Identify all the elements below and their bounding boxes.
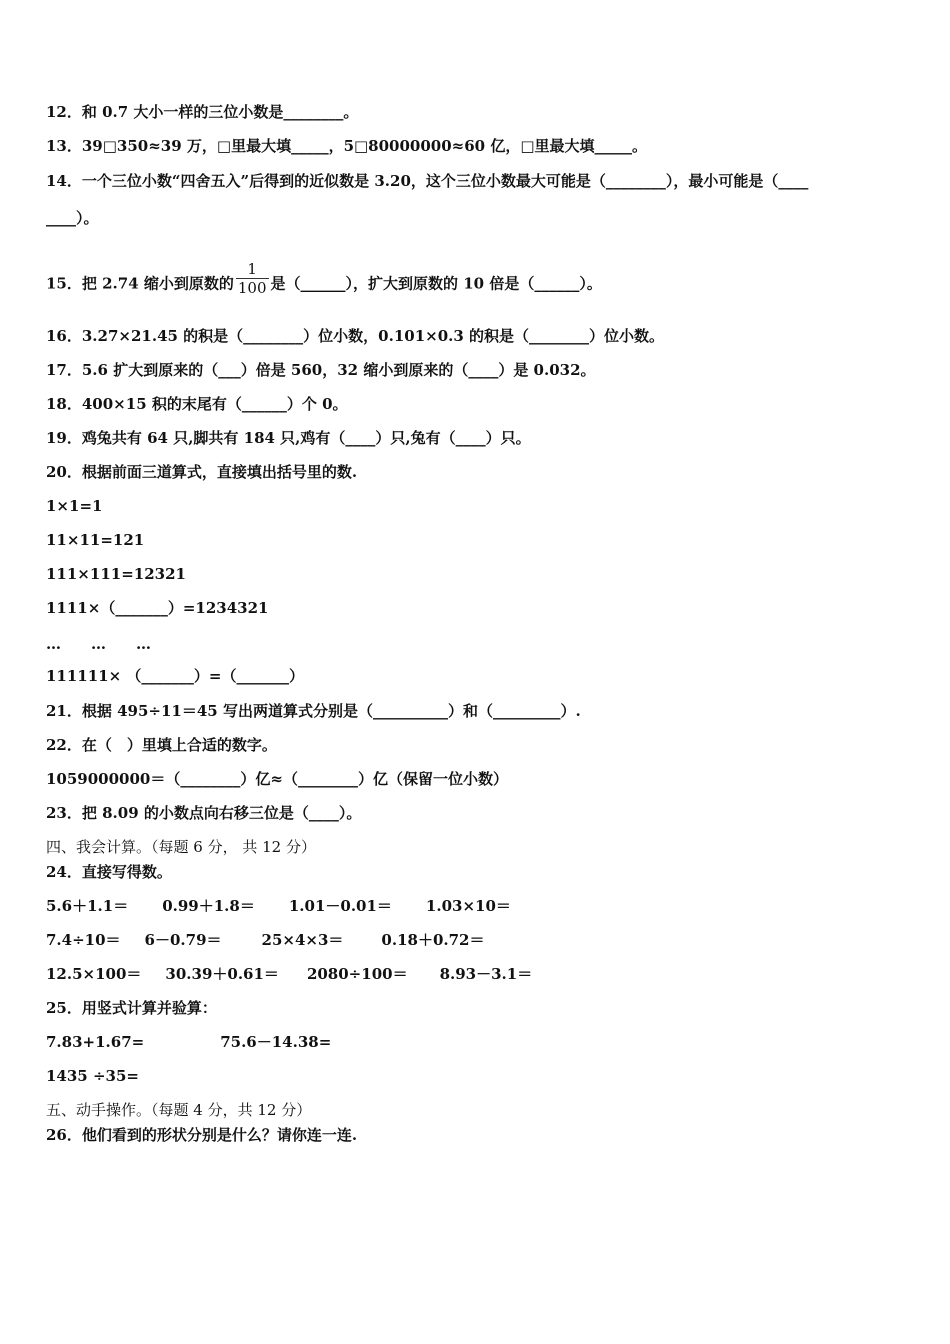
q25: 25．用竖式计算并验算： [46, 999, 217, 1017]
calc-item: 2080÷100＝ [306, 965, 408, 983]
q25-a: 7.83+1.67= [46, 1033, 145, 1051]
calc-item: 1.03×10＝ [425, 897, 511, 915]
q14-line1: 14．一个三位小数“四舍五入”后得到的近似数是 3.20，这个三位小数最大可能是（________），最小可能是（____ [46, 172, 809, 190]
calc-item: 7.4÷10＝ [46, 931, 121, 949]
calc-item: 0.18＋0.72＝ [381, 931, 485, 949]
q20: 20．根据前面三道算式，直接填出括号里的数. [46, 463, 358, 481]
fraction-denominator: 100 [237, 279, 267, 297]
q25-row-1 [46, 1032, 331, 1052]
calc-item: 8.93－3.1＝ [439, 965, 533, 983]
q20-dots: … … … [46, 635, 152, 653]
q22: 22．在（ ）里填上合适的数字。 [46, 736, 277, 754]
fraction-numerator: 1 [236, 260, 269, 279]
q12: 12．和 0.7 大小一样的三位小数是________。 [46, 103, 359, 121]
calc-item: 0.99＋1.8＝ [162, 897, 255, 915]
q15 [46, 260, 602, 303]
calc-item: 25×4×3＝ [261, 931, 344, 949]
q20-eq1: 1×1=1 [46, 497, 103, 515]
calc-row-1 [46, 896, 511, 916]
calc-item: 6－0.79＝ [144, 931, 222, 949]
q22-equation: 1059000000＝（________）亿≈（________）亿（保留一位小数） [46, 770, 508, 788]
q21: 21．根据 495÷11＝45 写出两道算式分别是（__________）和（_________）. [46, 702, 581, 720]
q14-line2: ____）。 [46, 209, 99, 227]
q20-eq3: 111×111=12321 [46, 565, 186, 583]
q17: 17．5.6 扩大到原来的（___）倍是 560，32 缩小到原来的（____）是 0.032。 [46, 361, 596, 379]
calc-item: 12.5×100＝ [46, 965, 142, 983]
section5-title: 五、动手操作。（每题 4 分，共 12 分） [46, 1101, 312, 1119]
q16: 16．3.27×21.45 的积是（________）位小数，0.101×0.3 的积是（________）位小数。 [46, 327, 665, 345]
calc-item: 30.39＋0.61＝ [165, 965, 279, 983]
q15-before: 15．把 2.74 缩小到原数的 [46, 274, 234, 293]
q20-eq5: 111111× （_______）=（_______） [46, 667, 304, 685]
q23: 23．把 8.09 的小数点向右移三位是（____）。 [46, 804, 362, 822]
q19: 19．鸡兔共有 64 只,脚共有 184 只,鸡有（____）只,兔有（____）只。 [46, 429, 531, 447]
q20-eq2: 11×11=121 [46, 531, 145, 549]
q26: 26．他们看到的形状分别是什么？请你连一连. [46, 1126, 358, 1144]
q24: 24．直接写得数。 [46, 863, 172, 881]
calc-item: 1.01－0.01＝ [288, 897, 392, 915]
q13: 13．39□350≈39 万，□里最大填_____，5□80000000≈60 亿，□里最大填_____。 [46, 137, 648, 155]
calc-item: 5.6＋1.1＝ [46, 897, 129, 915]
q25-b: 75.6－14.38= [220, 1033, 332, 1051]
section4-title: 四、我会计算。（每题 6 分， 共 12 分） [46, 838, 316, 856]
q20-eq4: 1111×（_______）=1234321 [46, 599, 269, 617]
calc-row-3 [46, 964, 532, 984]
fraction-one-hundredth [236, 260, 269, 297]
q15-after: 是（______），扩大到原数的 10 倍是（______）。 [270, 274, 602, 293]
calc-row-2 [46, 930, 485, 950]
q25-c: 1435 ÷35= [46, 1067, 139, 1085]
q18: 18．400×15 积的末尾有（______）个 0。 [46, 395, 348, 413]
